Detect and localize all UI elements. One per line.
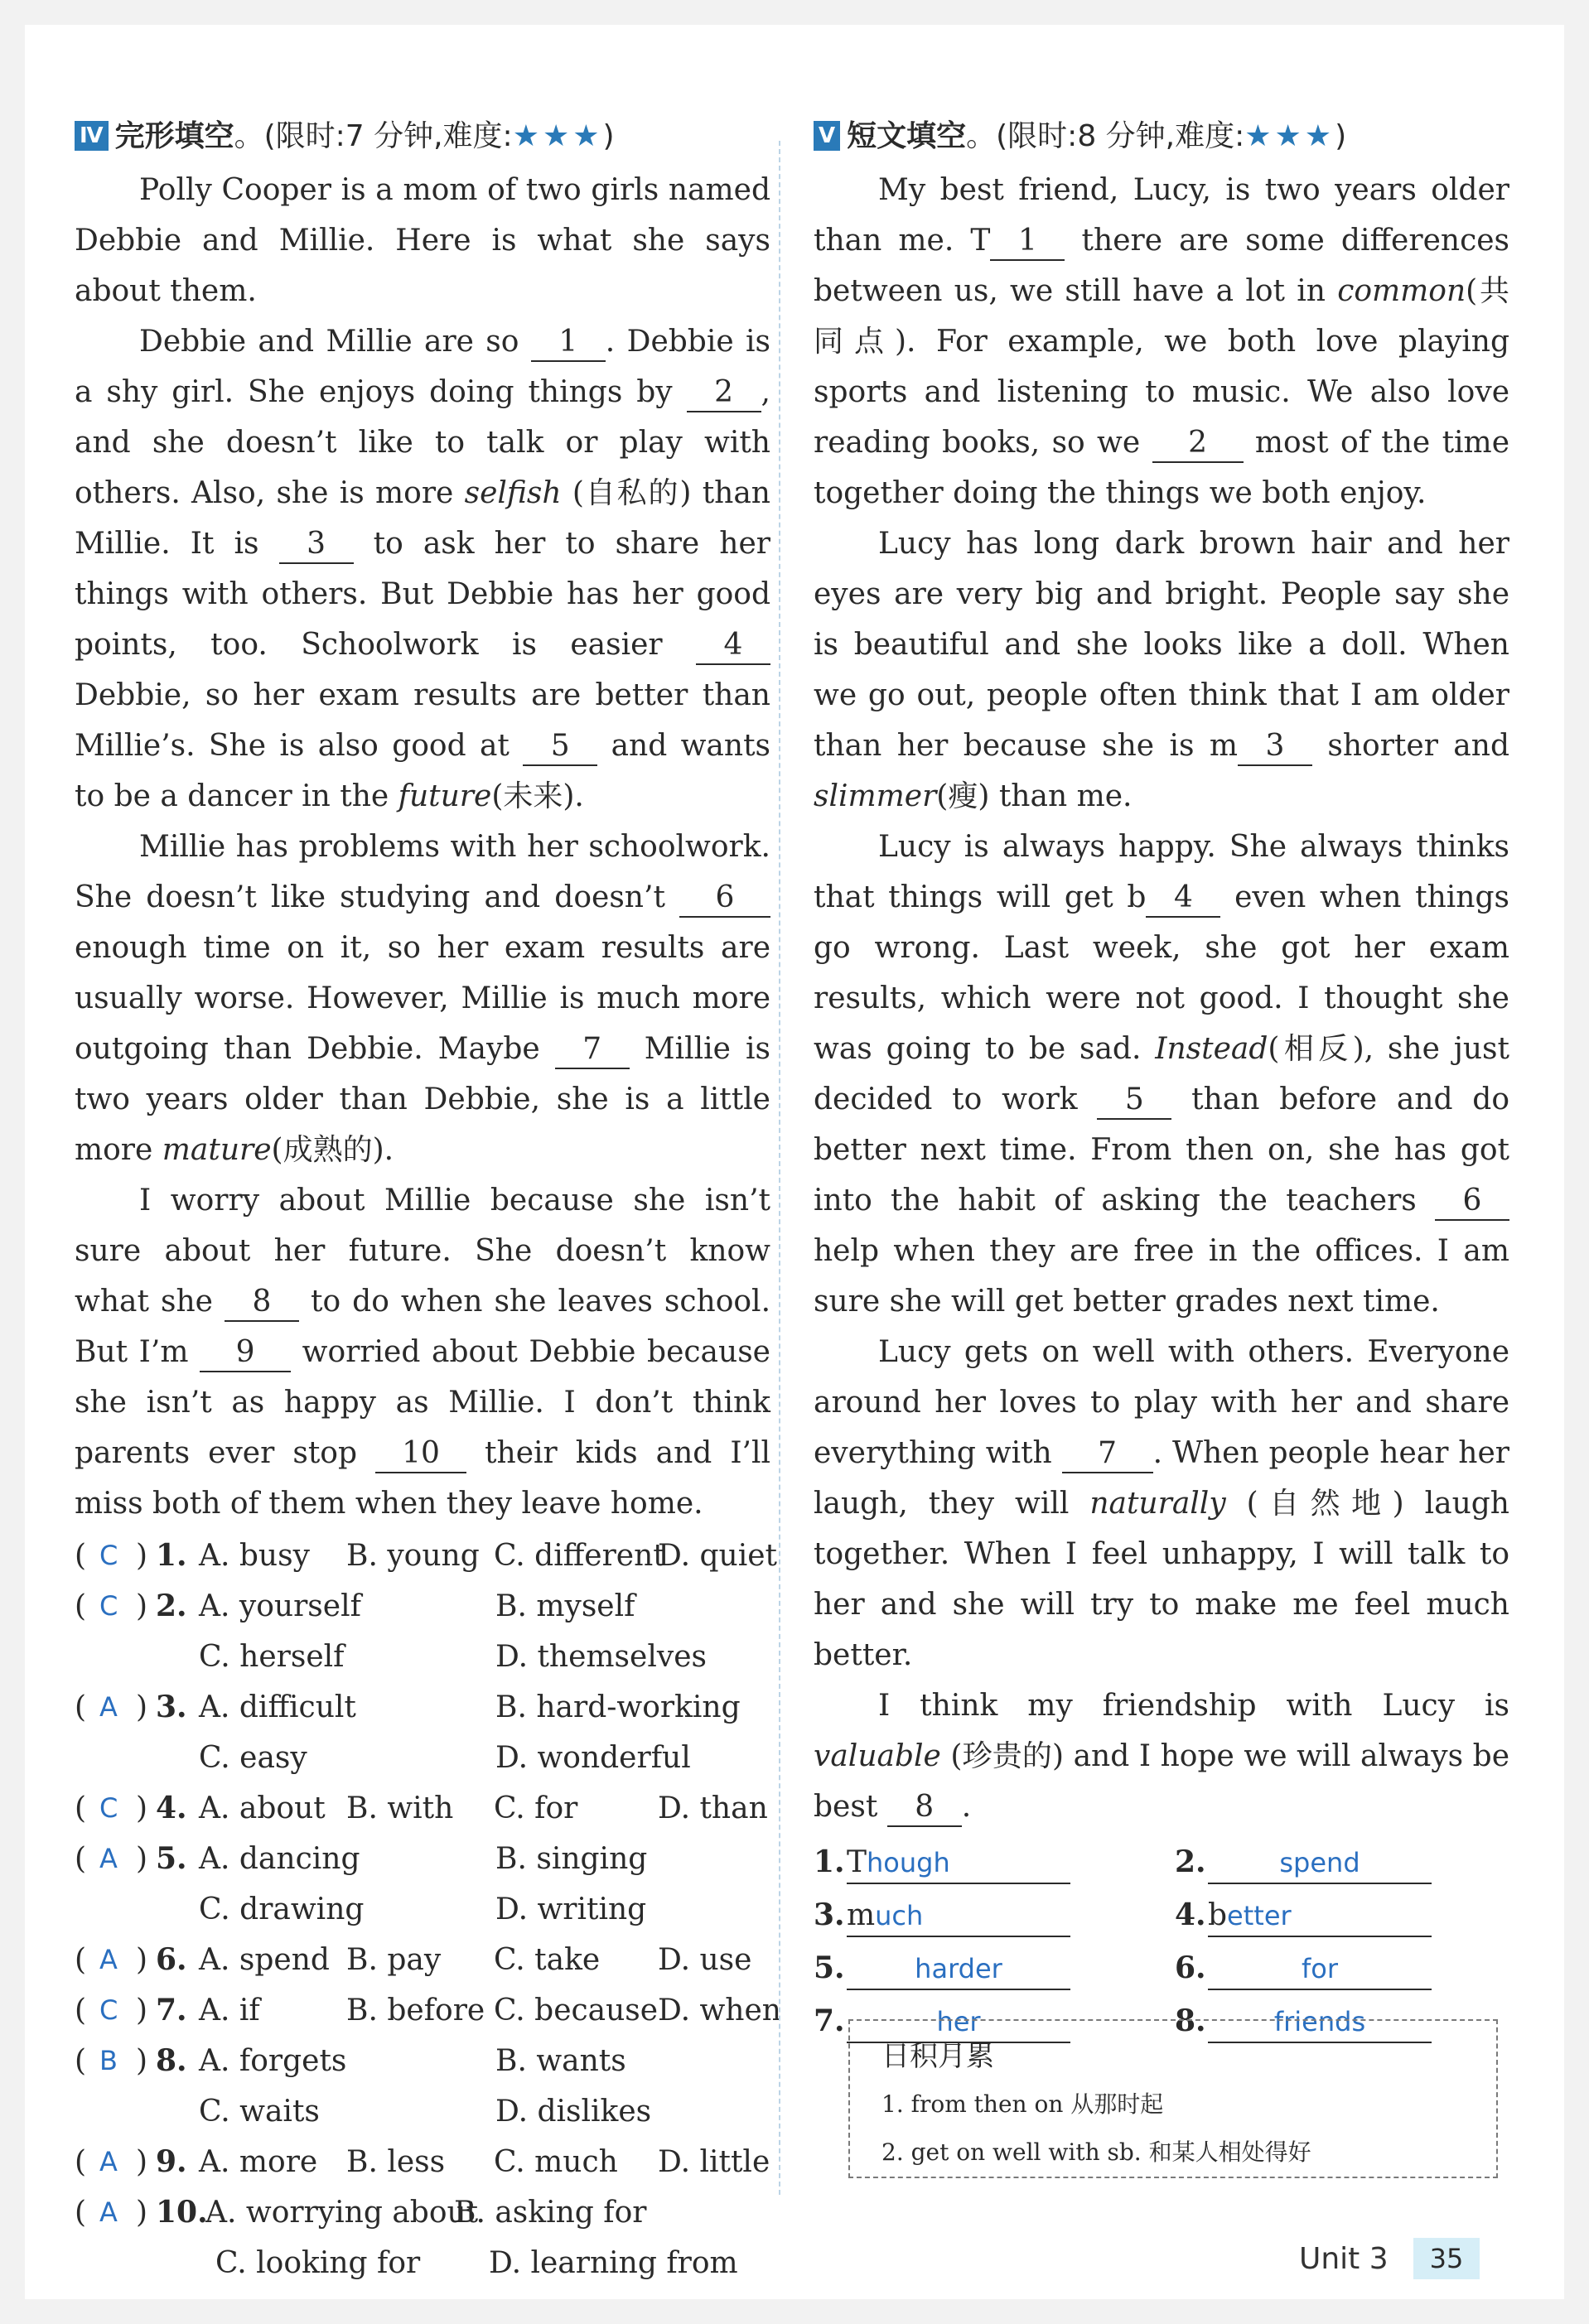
option-b[interactable]: B. singing <box>495 1842 648 1876</box>
question-row-continued <box>75 1884 770 1935</box>
answer-prefix: m <box>847 1898 876 1932</box>
option-a[interactable]: A. if <box>199 1994 260 2027</box>
answer-number: 5. <box>814 1950 845 1985</box>
italic-word: common <box>1337 274 1466 308</box>
answer-row <box>814 1888 1509 1941</box>
text: even when things go wrong. Last week, she got her exam results, which were not good. I thought she was going to be sad. <box>814 880 1509 1066</box>
answer-bracket: ( C ) <box>75 1985 156 2036</box>
blank[interactable]: 5 <box>1097 1082 1171 1120</box>
unit-label: Unit 3 <box>1299 2241 1389 2276</box>
question-list <box>75 1531 781 2288</box>
answer-grid <box>814 1835 1509 2047</box>
answer-field[interactable] <box>1208 1843 1432 1884</box>
text: (成熟的). <box>271 1133 394 1167</box>
question-number: 6. <box>156 1942 187 1977</box>
passage-paragraph <box>75 822 770 1175</box>
answer-letter: C <box>99 1540 118 1571</box>
option-c[interactable]: C. looking for <box>215 2246 421 2280</box>
question-number: 10. <box>156 2195 208 2230</box>
blank[interactable]: 4 <box>1146 880 1220 918</box>
option-d[interactable]: D. use <box>658 1943 752 1977</box>
answer-prefix: b <box>1208 1898 1228 1932</box>
text: I think my friendship with Lucy is <box>878 1689 1509 1723</box>
passage-paragraph <box>814 1327 1509 1680</box>
question-number: 4. <box>156 1791 187 1825</box>
option-c[interactable]: C. take <box>494 1943 601 1977</box>
question-row <box>75 1935 770 1985</box>
italic-word: naturally <box>1089 1487 1226 1521</box>
answer-letter: C <box>99 1994 118 2026</box>
answer-bracket: ( C ) <box>75 1531 156 1581</box>
question-number: 1. <box>156 1538 187 1573</box>
answer-value: spend <box>1279 1847 1360 1878</box>
option-b[interactable]: B. with <box>346 1791 454 1825</box>
text: Debbie, so her exam results are better than Millie’s. She is also good at <box>75 678 770 763</box>
text: most of the time together doing the things we both enjoy. <box>814 426 1509 510</box>
answer-letter: A <box>99 1691 118 1723</box>
section-meta-close: ) <box>602 119 615 153</box>
answer-cell <box>814 1888 1175 1941</box>
answer-letter: A <box>99 1843 118 1874</box>
italic-word: Instead <box>1155 1032 1268 1066</box>
text: (自私的) than Millie. It is <box>75 476 770 561</box>
text: (自然地) laugh together. When I feel unhappy, I will talk to her and she will try to make me feel much better. <box>814 1487 1509 1672</box>
question-row <box>75 1783 770 1834</box>
question-row <box>75 1581 770 1632</box>
answer-letter: A <box>99 2146 118 2177</box>
option-c[interactable]: C. different <box>494 1539 665 1573</box>
answer-field[interactable] <box>847 1896 1070 1937</box>
page-number: 35 <box>1413 2238 1480 2279</box>
blank[interactable]: 2 <box>687 374 761 412</box>
blank[interactable]: 8 <box>887 1789 962 1827</box>
passage-paragraph <box>75 316 770 822</box>
answer-letter: A <box>99 1944 118 1975</box>
option-a[interactable]: A. forgets <box>199 2044 347 2078</box>
text: Lucy is always happy. She always thinks that things will get b <box>814 830 1509 914</box>
answer-bracket: ( B ) <box>75 2036 156 2086</box>
option-c[interactable]: C. herself <box>199 1640 345 1674</box>
option-c[interactable]: C. waits <box>199 2095 320 2129</box>
answer-value: friends <box>1273 2006 1366 2037</box>
blank[interactable]: 1 <box>531 324 606 362</box>
answer-bracket: ( C ) <box>75 1783 156 1834</box>
option-c[interactable]: C. easy <box>199 1741 307 1775</box>
answer-field[interactable] <box>847 1949 1070 1990</box>
option-a[interactable]: A. busy <box>199 1539 310 1573</box>
answer-cell <box>814 1835 1175 1888</box>
answer-number: 8. <box>1175 2003 1206 2038</box>
text: Lucy has long dark brown hair and her eyes are very big and bright. People say she is beautiful and she looks like a doll. When we go out, people often think that I am older than her because she is m <box>814 527 1509 763</box>
blank[interactable]: 1 <box>990 223 1065 261</box>
accumulation-title: 日积月累 <box>881 2040 994 2073</box>
answer-cell <box>1175 1835 1536 1888</box>
question-row-continued <box>75 2238 770 2288</box>
option-c[interactable]: C. because <box>494 1994 659 2027</box>
text: I worry about Millie because she isn’t sure about her future. She doesn’t know what she <box>75 1184 770 1319</box>
text: (未来). <box>491 779 584 813</box>
difficulty-stars: ★★★ <box>512 119 603 153</box>
option-a[interactable]: A. more <box>199 2145 318 2179</box>
text: worried about Debbie because she isn’t as happy as Millie. I don’t think parents ever stop <box>75 1335 770 1470</box>
answer-row <box>814 1835 1509 1888</box>
section-meta: 。(限时:7 分钟,难度: <box>234 119 513 153</box>
option-d[interactable]: D. dislikes <box>495 2095 652 2129</box>
accumulation-item: 2. get on well with sb. 和某人相处得好 <box>881 2138 1311 2166</box>
blank[interactable]: 7 <box>555 1031 630 1069</box>
answer-value: harder <box>915 1953 1002 1984</box>
question-number: 8. <box>156 2043 187 2078</box>
question-row <box>75 2137 770 2187</box>
option-a[interactable]: A. yourself <box>199 1589 361 1623</box>
answer-letter: A <box>99 2196 118 2228</box>
answer-letter: C <box>99 1590 118 1622</box>
text: than before and do better next time. From then on, she has got into the habit of asking the teachers <box>814 1082 1509 1217</box>
answer-bracket: ( C ) <box>75 1581 156 1632</box>
answer-cell <box>1175 1888 1536 1941</box>
option-c[interactable]: C. for <box>494 1791 578 1825</box>
blank[interactable]: 8 <box>225 1284 299 1322</box>
option-b[interactable]: B. young <box>346 1539 480 1573</box>
question-row <box>75 1682 770 1733</box>
section-name: 短文填空 <box>847 119 967 153</box>
answer-value: for <box>1302 1953 1338 1984</box>
question-row <box>75 2036 770 2086</box>
option-d[interactable]: D. themselves <box>495 1640 707 1674</box>
passage-paragraph <box>814 165 1509 518</box>
option-d[interactable]: D. little <box>658 2145 770 2179</box>
option-a[interactable]: A. dancing <box>199 1842 360 1876</box>
option-b[interactable]: B. before <box>346 1994 485 2027</box>
passage-fill-section <box>814 112 1509 2047</box>
answer-field[interactable] <box>1208 1949 1432 1990</box>
text: (瘦) than me. <box>936 779 1133 813</box>
passage-paragraph <box>814 518 1509 822</box>
text: and wants to be a dancer in the <box>75 729 771 813</box>
text: their kids and I’ll miss both of them when they leave home. <box>75 1436 771 1521</box>
answer-bracket: ( A ) <box>75 2137 156 2187</box>
answer-bracket: ( A ) <box>75 1834 156 1884</box>
question-number: 2. <box>156 1589 187 1623</box>
section-badge: Ⅴ <box>814 121 840 151</box>
section-header-cloze <box>75 112 770 162</box>
question-number: 5. <box>156 1841 187 1876</box>
passage-paragraph <box>814 822 1509 1327</box>
blank[interactable]: 7 <box>1062 1435 1153 1473</box>
option-b[interactable]: B. wants <box>495 2044 626 2078</box>
answer-number: 6. <box>1175 1950 1206 1985</box>
passage-paragraph <box>814 1680 1509 1832</box>
question-row <box>75 1985 781 2036</box>
accumulation-item: 1. from then on 从那时起 <box>881 2090 1164 2118</box>
text: shorter and <box>1312 729 1510 763</box>
option-a[interactable]: A. about <box>199 1791 326 1825</box>
option-a[interactable]: A. worrying about <box>205 2196 479 2230</box>
section-meta-close: ) <box>1335 119 1347 153</box>
question-row-continued <box>75 1632 770 1682</box>
blank[interactable]: 4 <box>696 627 770 665</box>
answer-field[interactable] <box>1208 1896 1432 1937</box>
answer-prefix: T <box>847 1845 867 1879</box>
option-a[interactable]: A. spend <box>199 1943 330 1977</box>
option-d[interactable]: D. learning from <box>489 2246 738 2280</box>
blank[interactable]: 2 <box>1152 425 1244 463</box>
blank[interactable]: 9 <box>200 1334 291 1372</box>
text: (珍贵的) and I hope we will always be best <box>814 1739 1509 1824</box>
text: enough time on it, so her exam results are usually worse. However, Millie is much more outgoing than Debbie. Maybe <box>75 931 770 1066</box>
option-b[interactable]: B. myself <box>495 1589 635 1623</box>
answer-row <box>814 1941 1509 1994</box>
option-d[interactable]: D. wonderful <box>495 1741 691 1775</box>
answer-bracket: ( A ) <box>75 1935 156 1985</box>
answer-number: 7. <box>814 2003 845 2038</box>
text: help when they are free in the offices. I am sure she will get better grades next time. <box>814 1234 1509 1319</box>
answer-number: 1. <box>814 1844 845 1879</box>
text: . Debbie is a shy girl. She enjoys doing things by <box>75 325 770 409</box>
text: to ask her to share her things with others. But Debbie has her good points, too. Schoolwork is easier <box>75 527 771 662</box>
option-b[interactable]: B. hard-working <box>495 1690 741 1724</box>
answer-value: etter <box>1227 1900 1292 1931</box>
italic-word: future <box>398 779 492 813</box>
answer-value: her <box>936 2006 981 2037</box>
italic-word: selfish <box>464 476 562 510</box>
blank[interactable]: 6 <box>1435 1183 1509 1221</box>
column-divider <box>779 141 780 2195</box>
blank[interactable]: 3 <box>1238 728 1312 766</box>
difficulty-stars: ★★★ <box>1244 119 1335 153</box>
text: . When people hear her laugh, they will <box>814 1436 1509 1521</box>
text: Millie is two years older than Debbie, she is a little more <box>75 1032 770 1167</box>
answer-number: 2. <box>1175 1844 1206 1879</box>
text: to do when she leaves school. But I’m <box>75 1285 771 1369</box>
question-row-continued <box>75 2086 770 2137</box>
option-b[interactable]: B. less <box>346 2145 446 2179</box>
question-number: 9. <box>156 2144 187 2179</box>
option-d[interactable]: D. when <box>658 1994 781 2027</box>
answer-cell <box>814 1941 1175 1994</box>
italic-word: mature <box>162 1133 272 1167</box>
question-row <box>75 2187 770 2238</box>
passage-paragraph <box>75 1175 770 1529</box>
option-d[interactable]: D. quiet <box>658 1539 777 1573</box>
text: My best friend, Lucy, is two years older than me. T <box>814 173 1509 258</box>
answer-number: 4. <box>1175 1897 1206 1932</box>
accumulation-box <box>848 2019 1498 2178</box>
section-name: 完形填空 <box>114 119 234 153</box>
passage-paragraph: Polly Cooper is a mom of two girls named Debbie and Millie. Here is what she says about them. <box>75 173 770 308</box>
answer-number: 3. <box>814 1897 845 1932</box>
option-a[interactable]: A. difficult <box>199 1690 356 1724</box>
option-b[interactable]: B. pay <box>346 1943 442 1977</box>
answer-value: uch <box>875 1900 924 1931</box>
text: Millie has problems with her schoolwork. She doesn’t like studying and doesn’t <box>75 830 770 914</box>
text: (共同点). For example, we both love playing sports and listening to music. We also love reading books, so we <box>814 274 1509 460</box>
section-meta: 。(限时:8 分钟,难度: <box>966 119 1245 153</box>
answer-bracket: ( A ) <box>75 2187 156 2238</box>
question-row <box>75 1834 770 1884</box>
option-b[interactable]: B. asking for <box>454 2196 647 2230</box>
question-row-continued <box>75 1733 770 1783</box>
workbook-page <box>25 25 1564 2299</box>
page-footer <box>1299 2238 1480 2279</box>
option-d[interactable]: D. writing <box>495 1892 647 1926</box>
answer-cell <box>1175 1941 1536 1994</box>
text: , and she doesn’t like to talk or play with others. Also, she is more <box>75 375 770 510</box>
question-row <box>75 1531 777 1581</box>
answer-bracket: ( A ) <box>75 1682 156 1733</box>
section-header-fill <box>814 112 1509 162</box>
question-number: 7. <box>156 1993 187 2027</box>
italic-word: slimmer <box>814 779 937 813</box>
blank[interactable]: 10 <box>375 1435 466 1473</box>
option-c[interactable]: C. drawing <box>199 1892 365 1926</box>
blank[interactable]: 6 <box>679 880 770 918</box>
option-c[interactable]: C. much <box>494 2145 618 2179</box>
cloze-section <box>75 112 781 2288</box>
text: Debbie and Millie are so <box>139 325 531 359</box>
text: . <box>961 1790 972 1824</box>
section-badge: Ⅳ <box>75 121 109 151</box>
italic-word: valuable <box>814 1739 941 1773</box>
option-d[interactable]: D. than <box>658 1791 768 1825</box>
text: Lucy gets on well with others. Everyone around her loves to play with her and share everything with <box>814 1335 1509 1470</box>
answer-field[interactable] <box>847 1843 1070 1884</box>
text: (相反), she just decided to work <box>814 1032 1509 1116</box>
blank[interactable]: 3 <box>279 526 354 564</box>
answer-value: hough <box>867 1847 950 1878</box>
answer-letter: C <box>99 1792 118 1824</box>
blank[interactable]: 5 <box>523 728 597 766</box>
text: there are some differences between us, we still have a lot in <box>814 224 1510 308</box>
answer-letter: B <box>99 2045 118 2076</box>
question-number: 3. <box>156 1690 187 1724</box>
